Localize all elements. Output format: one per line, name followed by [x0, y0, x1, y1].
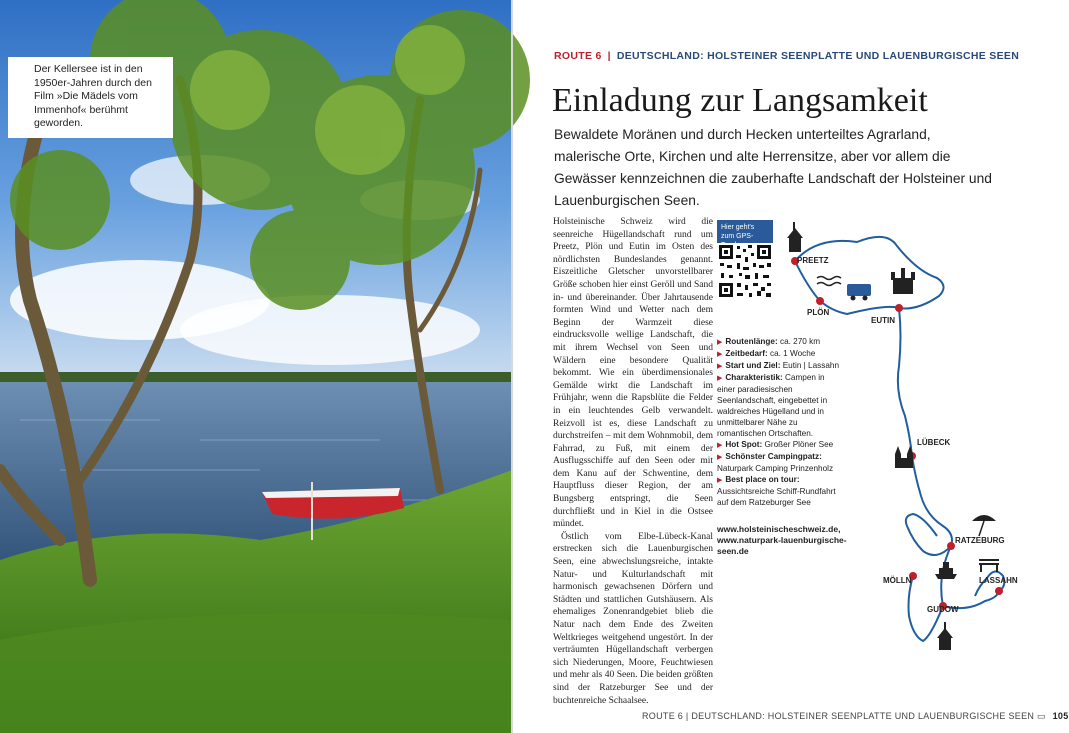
- article-lead: Bewaldete Moränen und durch Hecken unterteiltes Agrarland, malerische Orte, Kirchen und alte Herrensitze, aber vor allem die Gewässer kennzeichnen die zauberhafte Landschaft der Holsteiner und Lauenburgischen Seen.: [554, 127, 992, 208]
- place-label-preetz: PREETZ: [797, 256, 829, 265]
- stop-ploen: [816, 297, 824, 305]
- footer-route: ROUTE 6: [642, 711, 684, 721]
- route-region: DEUTSCHLAND: HOLSTEINER SEENPLATTE UND LAUENBURGISCHE SEEN: [616, 50, 1020, 62]
- body-paragraph: Holsteinische Schweiz wird die seenreiche Hügellandschaft rund um Preetz, Plön und Eutin im Osten des nördlichsten Bundeslandes genannt. Eiszeitliche Gletscher unvorstellbarer Größe schoben hier einst Geröll und Sand in- und übereinander. Über Jahrtausende formten Wind und Wetter nach dem Beginn der Warmzeit diese eindrucksvolle wellige Landschaft, die mit ihrem Wechsel von Seen und Wäldern eine besondere Qualität bekommt. Wie ein überdimensionales Gemälde wirkt die Landschaft im Frühjahr, wenn die Rapsblüte die Felder in ein leuchtendes Gelb verwandelt. Reizvoll ist es, diese Landschaft zu durchstreifen – mit dem Wohnmobil, dem Fahrrad, zu Fuß, mit einem der Ausflugsschiffe auf den Seen oder mit dem Kanu auf der Schwentine, dem Hauptfluss dieser Region, der am Bungsberg entspringt, die Seen durchfließt und in Kiel in die Ostsee mündet.: [553, 217, 713, 530]
- route-facts: [717, 336, 842, 508]
- page-footer: [642, 711, 1069, 722]
- kicker-separator: |: [607, 50, 611, 62]
- fact-item: ▶ Zeitbedarf: ca. 1 Woche: [717, 349, 816, 358]
- ship-icon: [935, 562, 957, 579]
- web-link[interactable]: www.holsteinischeschweiz.de,: [717, 524, 841, 534]
- footer-separator: |: [685, 711, 689, 721]
- lake-photo: [0, 0, 512, 733]
- holstentor-icon: [895, 446, 913, 468]
- place-label-lassahn: LASSAHN: [979, 576, 1018, 585]
- body-paragraph: Östlich vom Elbe-Lübeck-Kanal erstrecken sich die Lauenburgischen Seen, eine abwechslungsreiche, intakte Natur- und Kulturlandschaft mit harmonisch gewachsenen Dörfern und Städten und stattlichen Gutshäusern. Als ehemaliges Zonenrandgebiet blieb die Natur nach dem Ende des Zweiten Weltkrieges weitgehend ungestört. In der verträumten Hügellandschaft verbergen sich Niederungen, Moore, Feuchtwiesen und mehr als 40 Seen. Die beiden größten sind der Ratzeburger See und der buchtenreiche Schaalsee.: [553, 531, 713, 706]
- fact-item: ▶ Routenlänge: ca. 270 km: [717, 337, 821, 346]
- photo-caption: Der Kellersee ist in den 1950er-Jahren durch den Film »Die Mädels vom Immenhof« berühmt geworden.: [8, 57, 173, 138]
- web-link[interactable]: www.naturpark-lauenburgische-seen.de: [717, 535, 847, 556]
- fact-item: ▶ Best place on tour: Aussichtsreiche Schiff-Rundfahrt auf dem Ratzeburger See: [717, 475, 836, 507]
- footer-region: DEUTSCHLAND: HOLSTEINER SEENPLATTE UND LAUENBURGISCHE SEEN: [691, 711, 1035, 721]
- route-number: ROUTE 6: [554, 50, 602, 62]
- gps-track-label: Hier geht's zum GPS-: [717, 220, 773, 253]
- fact-item: ▶ Charakteristik: Campen in einer paradiesischen Seenlandschaft, eingebettet in waldreiches Hügelland und in unmittelbarer Nähe zu romantischen Ortschaften.: [717, 373, 828, 438]
- stop-eutin: [895, 304, 903, 312]
- place-label-eutin: EUTIN: [871, 316, 895, 325]
- place-label-gudow: GUDOW: [927, 605, 959, 614]
- article-page: [512, 0, 1069, 733]
- place-label-luebeck: LÜBECK: [917, 438, 951, 447]
- camper-icon: ▭: [1036, 711, 1046, 721]
- article-headline: Einladung zur Langsamkeit: [552, 82, 928, 119]
- stop-ratzeburg: [947, 542, 955, 550]
- fact-item: ▶ Schönster Campingpatz: Naturpark Camping Prinzenholz: [717, 452, 834, 473]
- place-label-ratzeburg: RATZEBURG: [955, 536, 1005, 545]
- route-map: [717, 216, 1017, 676]
- bench-icon: [979, 560, 999, 572]
- castle-icon: [891, 268, 915, 294]
- waves-icon: [817, 277, 841, 286]
- route-kicker: [554, 50, 1019, 62]
- place-label-ploen: PLÖN: [807, 308, 830, 317]
- church-icon: [787, 222, 803, 252]
- page-number: 105: [1052, 711, 1069, 721]
- beach-umbrella-icon: [972, 515, 996, 536]
- place-label-moelln: MÖLLN: [883, 576, 912, 585]
- church-icon: [937, 622, 953, 650]
- fact-item: ▶ Hot Spot: Großer Plöner See: [717, 440, 834, 449]
- web-links: [717, 524, 847, 557]
- fact-item: ▶ Start und Ziel: Eutin | Lassahn: [717, 361, 840, 370]
- article-body: [553, 216, 713, 707]
- stop-lassahn: [995, 587, 1003, 595]
- camper-van-icon: [847, 284, 871, 301]
